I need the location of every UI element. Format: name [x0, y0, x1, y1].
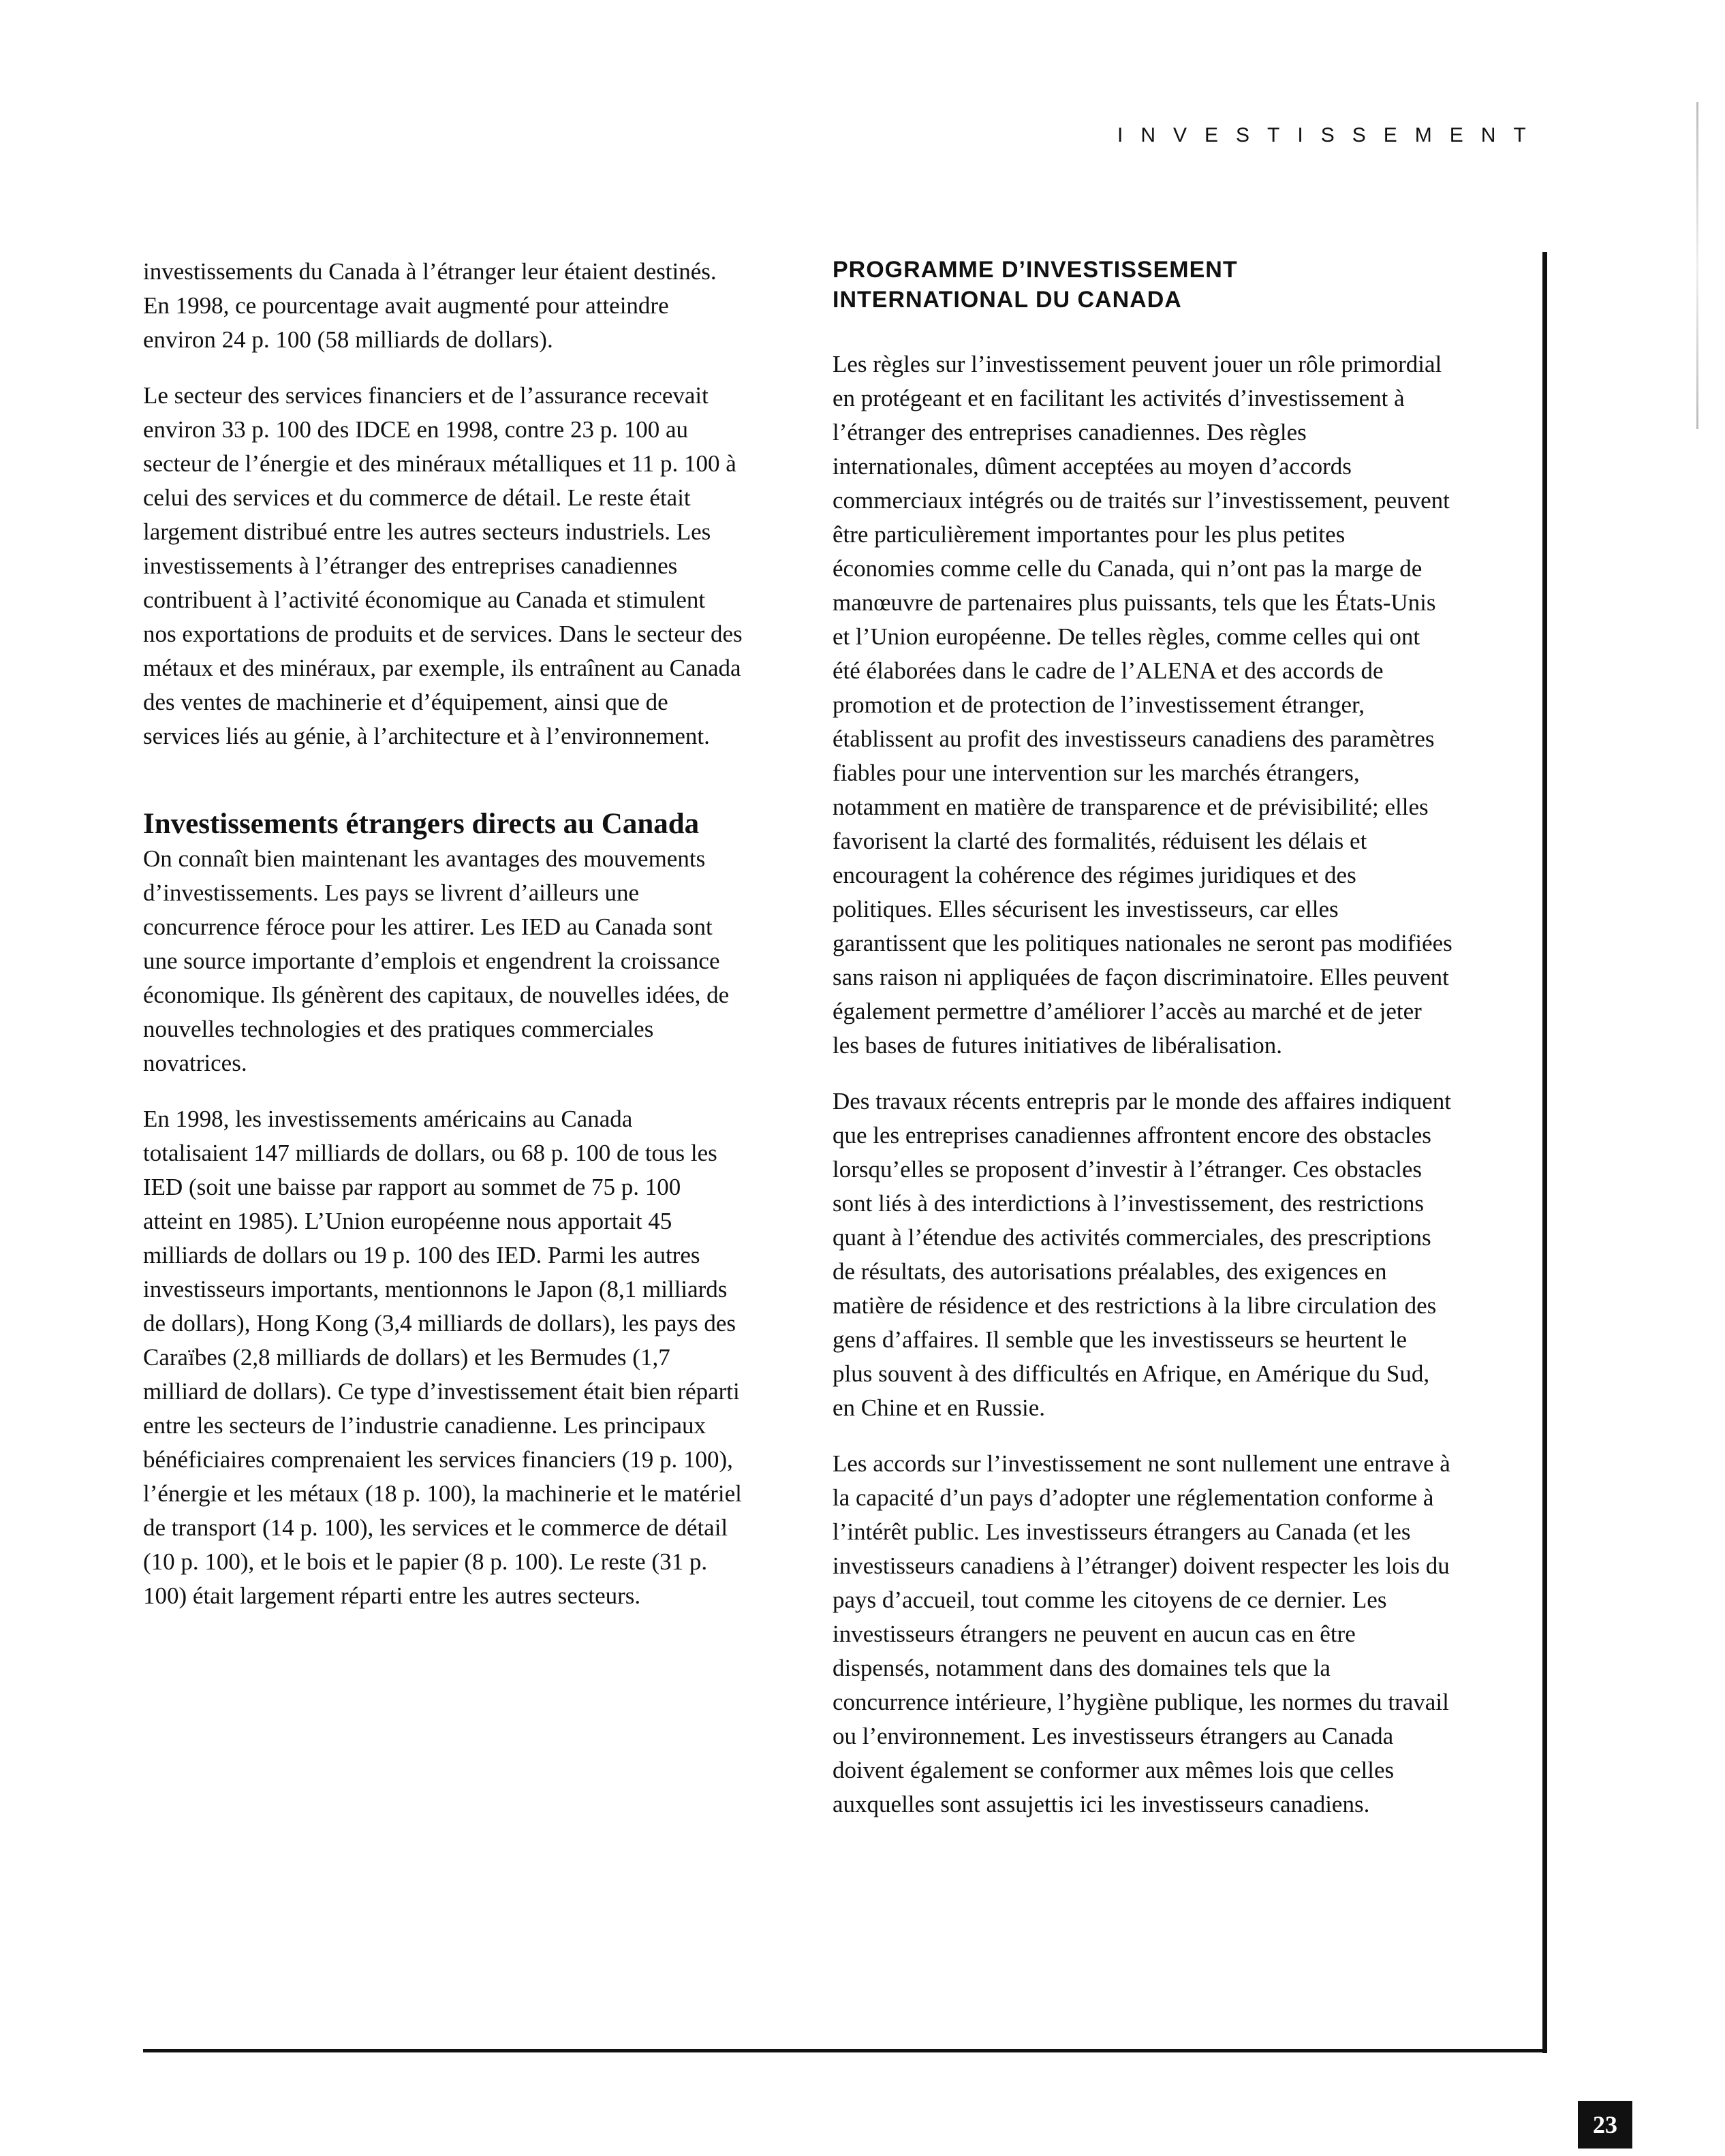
box-heading: [833, 255, 1452, 315]
left-paragraph-3: On connaît bien maintenant les avantages des mouvements d’investissements. Les pays se livrent d’ailleurs une concurrence féroce pour les attirer. Les IED au Canada sont une source importante d’emplois et engendrent la croissance économique. Ils génèrent des capitaux, de nouvelles idées, de nouvelles technologies et des pratiques commerciales novatrices.: [143, 845, 730, 1076]
box-heading-line-2: INTERNATIONAL DU CANADA: [833, 287, 1182, 313]
section-heading-ied: Investissements étrangers directs au Canada: [143, 808, 700, 840]
left-paragraph-2: Le secteur des services financiers et de l’assurance recevait environ 33 p. 100 des IDCE en 1998, contre 23 p. 100 au secteur de l’énergie et des minéraux métalliques et 11 p. 100 à celui des services et du commerce de détail. Le reste était largement distribué entre les autres secteurs industriels. Les investissements à l’étranger des entreprises canadiennes contribuent à l’activité économique au Canada et stimulent nos exportations de produits et de services. Dans le secteur des métaux et des minéraux, par exemple, ils entraînent au Canada des ventes de machinerie et d’équipement, ainsi que de services liés au génie, à l’architecture et à l’environnement.: [143, 382, 743, 749]
page-number-badge: 23: [1578, 2101, 1632, 2149]
left-paragraph-4: En 1998, les investissements américains au Canada totalisaient 147 milliards de dollars, ou 68 p. 100 de tous les IED (soit une baisse par rapport au sommet de 75 p. 100 atteint en 1985). L’Union européenne nous apportait 45 milliards de dollars ou 19 p. 100 des IED. Parmi les autres investisseurs importants, mentionnons le Japon (8,1 milliards de dollars), Hong Kong (3,4 milliards de dollars), les pays des Caraïbes (2,8 milliards de dollars) et les Bermudes (1,7 milliard de dollars). Ce type d’investissement était bien réparti entre les secteurs de l’industrie canadienne. Les principaux bénéficiaires comprenaient les services financiers (19 p. 100), l’énergie et les métaux (18 p. 100), la machinerie et le matériel de transport (14 p. 100), les services et le commerce de détail (10 p. 100), et le bois et le papier (8 p. 100). Le reste (31 p. 100) était largement réparti entre les autres secteurs.: [143, 1106, 742, 1609]
box-heading-line-1: PROGRAMME D’INVESTISSEMENT: [833, 257, 1238, 283]
box-paragraph-3: Les accords sur l’investissement ne sont nullement une entrave à la capacité d’un pays d’adopter une réglementation conforme à l’intérêt public. Les investisseurs étrangers au Canada (et les investisseurs canadiens à l’étranger) doivent respecter les lois du pays d’accueil, tout comme les citoyens de ce dernier. Les investisseurs étrangers ne peuvent en aucun cas en être dispensés, notamment dans des domaines tels que la concurrence intérieure, l’hygiène publique, les normes du travail ou l’environnement. Les investisseurs étrangers au Canada doivent également se conformer aux mêmes lois que celles auxquelles sont assujettis ici les investisseurs canadiens.: [833, 1450, 1450, 1817]
scan-edge-mark: [1696, 102, 1698, 429]
box-vertical-rule: [1542, 252, 1547, 2053]
bottom-rule: [143, 2049, 1547, 2052]
left-column: [143, 255, 743, 1635]
left-paragraph-1: investissements du Canada à l’étranger leur étaient destinés. En 1998, ce pourcentage avait augmenté pour atteindre environ 24 p. 100 (58 milliards de dollars).: [143, 258, 717, 353]
box-paragraph-2: Des travaux récents entrepris par le monde des affaires indiquent que les entreprises canadiennes affrontent encore des obstacles lorsqu’elles se proposent d’investir à l’étranger. Ces obstacles sont liés à des interdictions à l’investissement, des restrictions quant à l’étendue des activités commerciales, des prescriptions de résultats, des autorisations préalables, des exigences en matière de résidence et des restrictions à la libre circulation des gens d’affaires. Il semble que les investisseurs se heurtent le plus souvent à des difficultés en Afrique, en Amérique du Sud, en Chine et en Russie.: [833, 1088, 1452, 1421]
sidebar-box: [833, 255, 1452, 1843]
box-paragraph-1: Les règles sur l’investissement peuvent jouer un rôle primordial en protégeant et en facilitant les activités d’investissement à l’étranger des entreprises canadiennes. Des règles internationales, dûment acceptées au moyen d’accords commerciaux intégrés ou de traités sur l’investissement, peuvent être particulièrement importantes pour les plus petites économies comme celle du Canada, qui n’ont pas la marge de manœuvre de partenaires plus puissants, tels que les États-Unis et l’Union européenne. De telles règles, comme celles qui ont été élaborées dans le cadre de l’ALENA et des accords de promotion et de protection de l’investissement étranger, établissent au profit des investisseurs canadiens des paramètres fiables pour une intervention sur les marchés étrangers, notamment en matière de transparence et de prévisibilité; elles favorisent la clarté des formalités, réduisent les délais et encouragent la cohérence des régimes juridiques et des politiques. Elles sécurisent les investisseurs, car elles garantissent que les politiques nationales ne seront pas modifiées sans raison ni appliquées de façon discriminatoire. Elles peuvent également permettre d’améliorer l’accès au marché et de jeter les bases de futures initiatives de libéralisation.: [833, 351, 1452, 1059]
running-header: INVESTISSEMENT: [1117, 124, 1544, 146]
